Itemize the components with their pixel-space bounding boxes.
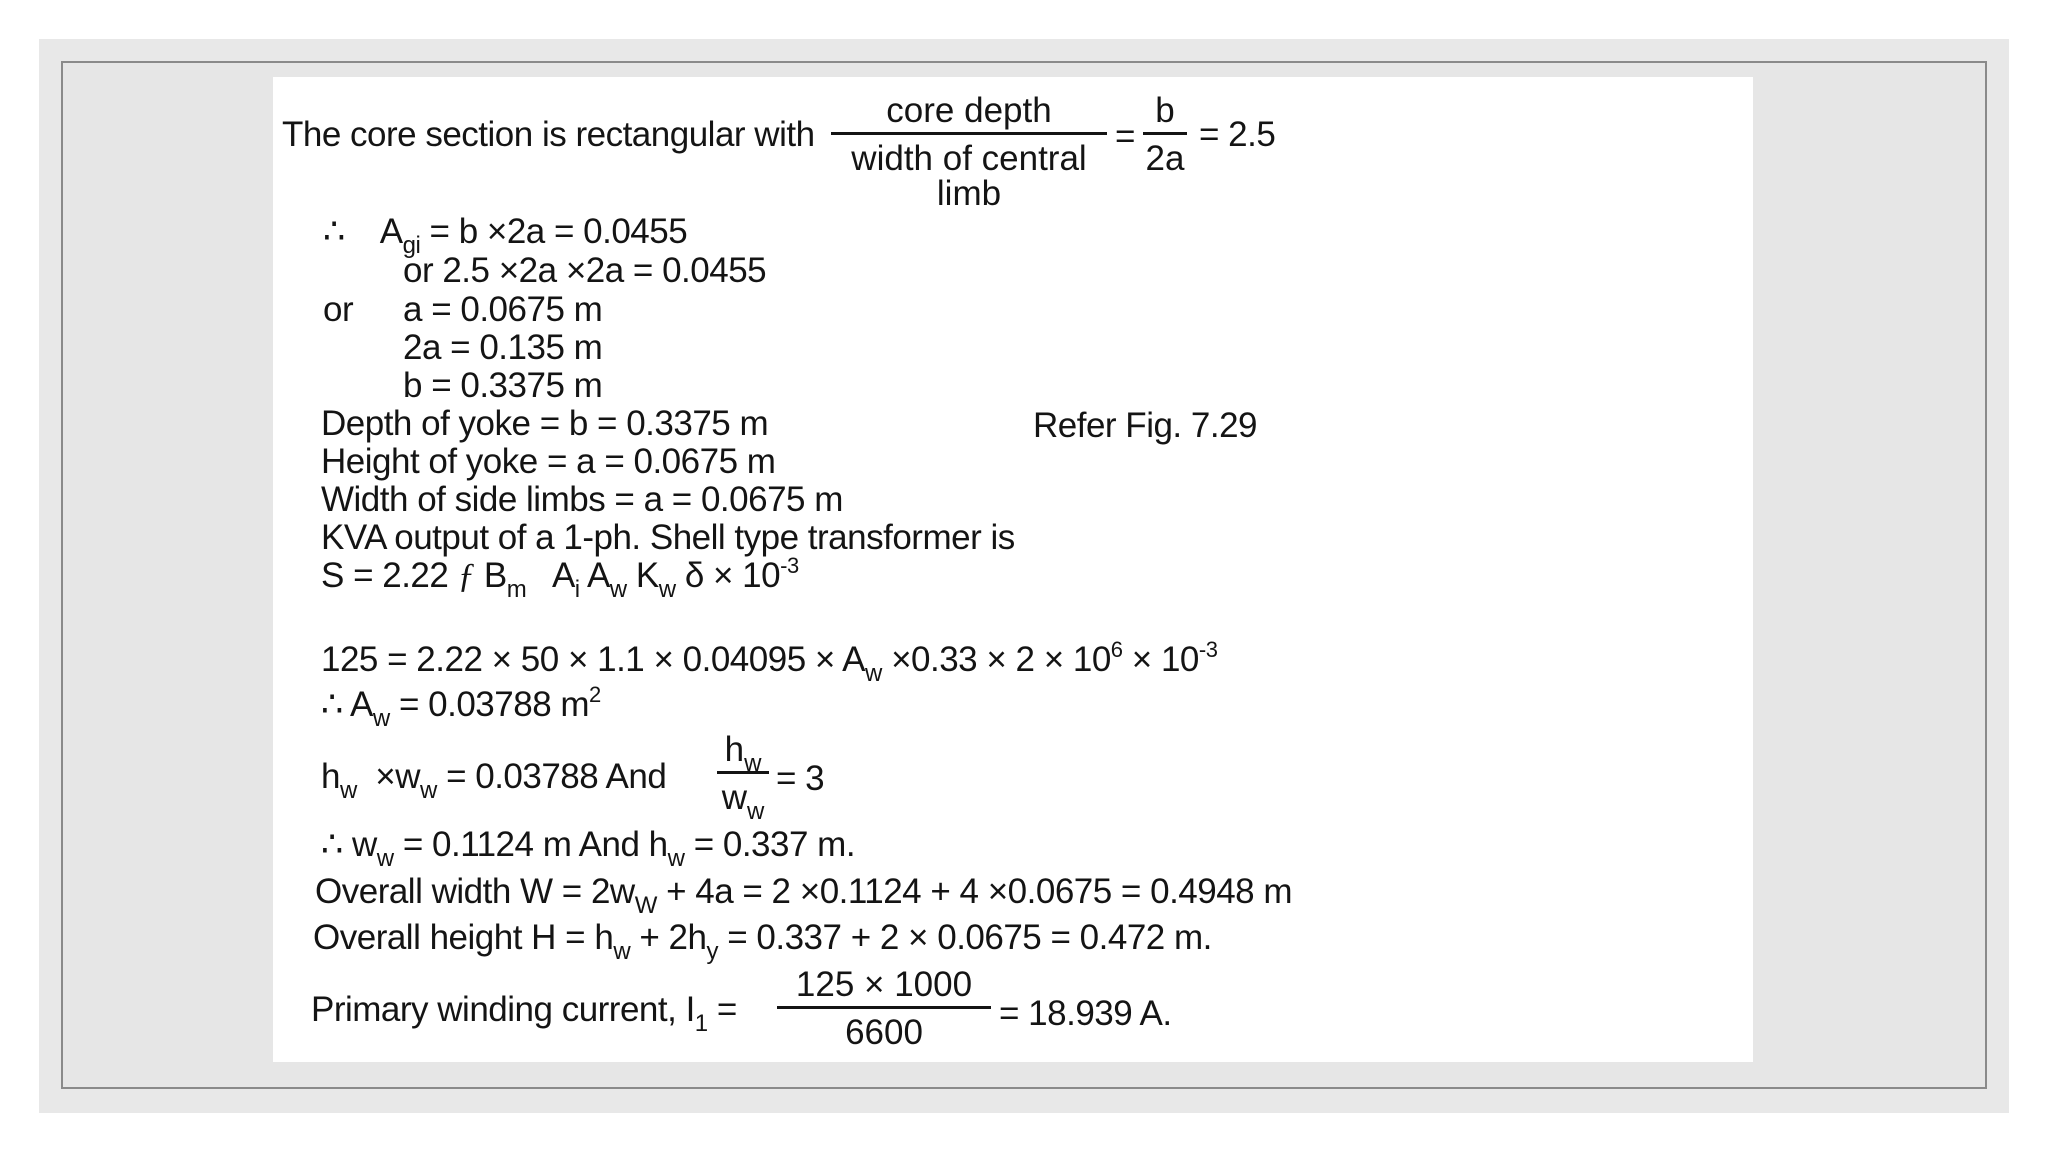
window-results: ∴ $w_w = 0.1124$ m And $h_w = 0.337$ m. [321,825,856,872]
equals-sign: = [1115,117,1135,156]
document-page [273,77,1753,1062]
kva-formula: S = 2.22 ƒ $B_m$ $A_i$ $A_w$ $K_w$ $\delta \times 10^{-3}$ [321,553,799,603]
primary-current-label: Primary winding current, $I_1$ = [311,990,737,1037]
fraction-bar [717,771,769,774]
fraction-numerator: 125 × 1000 [795,965,973,1004]
fraction-numerator: b [1155,91,1175,130]
area-line-4: 2a = 0.135 m [403,328,603,367]
area-line-1: ∴ $A_{gi} = b \times 2a = 0.0455$ [323,212,688,259]
fraction-denominator: 6600 [845,1013,923,1052]
current-result: = 18.939 A. [999,994,1172,1033]
hw-over-ww-fraction: $h_w$ $w_w$ [717,732,769,815]
side-limb-width: Width of side limbs = a = 0.0675 m [321,480,843,519]
yoke-height: Height of yoke = a = 0.0675 m [321,442,776,481]
fraction-bar [1143,132,1187,135]
area-line-5: b = 0.3375 m [403,366,603,405]
kva-statement: KVA output of a 1-ph. Shell type transformer is [321,518,1015,557]
fraction-bar [777,1006,991,1009]
therefore-symbol: ∴ [323,212,345,251]
intro-text: The core section is rectangular with [282,115,815,154]
yoke-depth: Depth of yoke = b = 0.3375 m [321,404,769,443]
b-over-2a-fraction [1143,93,1187,176]
current-fraction [777,967,991,1050]
output-equation: $125 = 2.22 \times 50 \times 1.1 \times 0.04095 \times A_w \times 0.33 \times 2 \times 10^6 \times 10^{-3}$ [321,637,1218,687]
window-product: $h_w \times w_w = 0.03788$ And [321,757,667,804]
fraction-denominator: 2a [1145,139,1185,178]
area-line-3: a = 0.0675 m [403,290,603,329]
overall-width: Overall width $W = 2w_W + 4a = 2 \times 0.1124 + 4 \times 0.0675 = 0.4948$ m [315,872,1293,919]
fraction-numerator: core depth [886,91,1052,130]
or-label: or [323,290,354,329]
core-ratio-fraction [831,93,1107,211]
area-line-2: or 2.5 ×2a ×2a = 0.0455 [403,251,767,290]
overall-height: Overall height $H = h_w + 2h_y = 0.337 + 2 \times 0.0675 = 0.472$ m. [313,918,1212,965]
fraction-denominator: width of central limb [851,139,1087,213]
window-ratio: = 3 [776,759,825,798]
figure-reference: Refer Fig. 7.29 [1033,406,1257,445]
ratio-result: = 2.5 [1199,115,1276,154]
window-area-result: ∴ $A_w = 0.03788$ $m^2$ [321,682,601,732]
fraction-bar [831,132,1107,135]
